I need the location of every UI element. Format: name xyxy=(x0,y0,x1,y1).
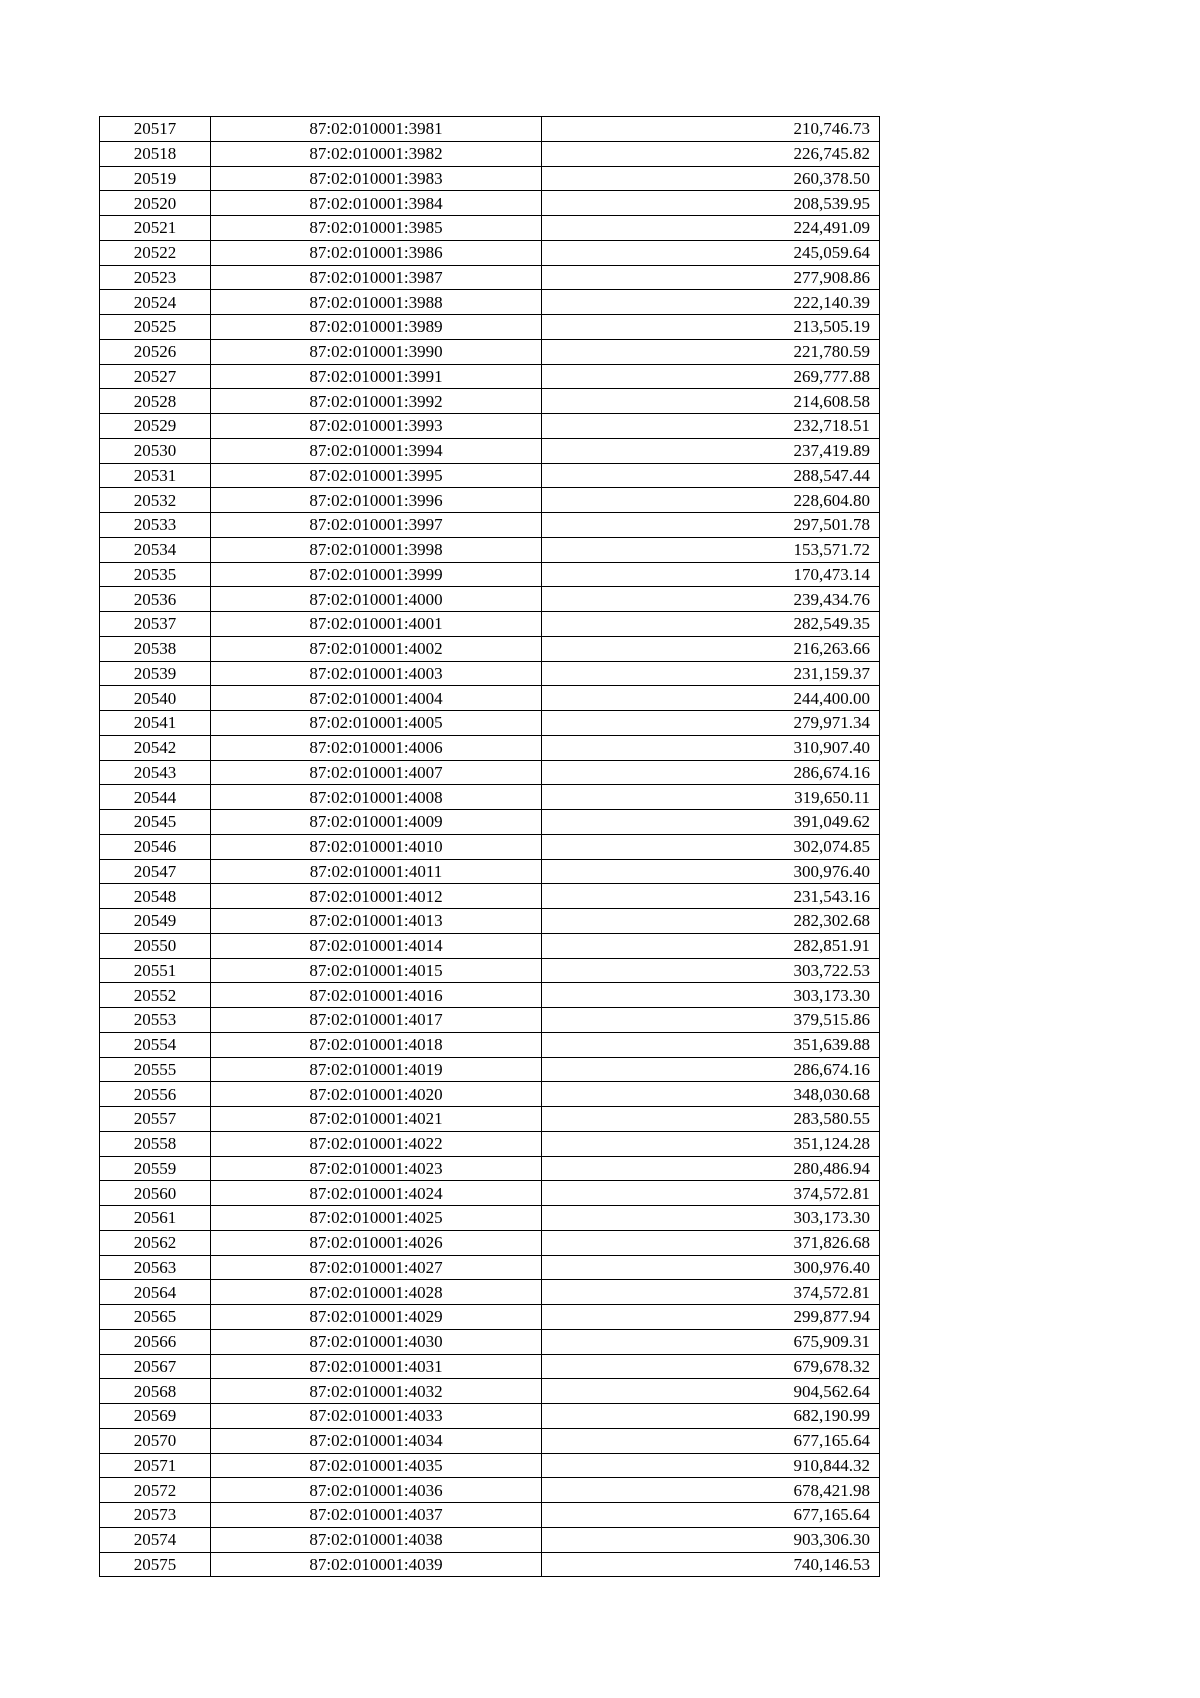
table-row xyxy=(100,760,880,785)
row-number-cell: 20538 xyxy=(100,636,211,661)
cadastral-number-cell: 87:02:010001:3999 xyxy=(211,562,542,587)
cadastral-number-cell: 87:02:010001:4002 xyxy=(211,636,542,661)
row-number-cell: 20548 xyxy=(100,884,211,909)
cadastral-number-cell: 87:02:010001:3984 xyxy=(211,191,542,216)
cadastral-number-cell: 87:02:010001:4003 xyxy=(211,661,542,686)
table-row xyxy=(100,1329,880,1354)
row-number-cell: 20532 xyxy=(100,488,211,513)
row-number-cell: 20520 xyxy=(100,191,211,216)
cadastral-number-cell: 87:02:010001:3987 xyxy=(211,265,542,290)
row-number-cell: 20524 xyxy=(100,290,211,315)
table-row xyxy=(100,1527,880,1552)
value-cell: 210,746.73 xyxy=(542,117,880,142)
row-number-cell: 20575 xyxy=(100,1552,211,1577)
value-cell: 300,976.40 xyxy=(542,859,880,884)
table-row xyxy=(100,1379,880,1404)
value-cell: 391,049.62 xyxy=(542,810,880,835)
value-cell: 299,877.94 xyxy=(542,1305,880,1330)
value-cell: 232,718.51 xyxy=(542,414,880,439)
cadastral-number-cell: 87:02:010001:3986 xyxy=(211,240,542,265)
row-number-cell: 20521 xyxy=(100,216,211,241)
cadastral-number-cell: 87:02:010001:4031 xyxy=(211,1354,542,1379)
row-number-cell: 20545 xyxy=(100,810,211,835)
cadastral-number-cell: 87:02:010001:4010 xyxy=(211,834,542,859)
row-number-cell: 20574 xyxy=(100,1527,211,1552)
cadastral-number-cell: 87:02:010001:4015 xyxy=(211,958,542,983)
value-cell: 679,678.32 xyxy=(542,1354,880,1379)
cadastral-number-cell: 87:02:010001:4039 xyxy=(211,1552,542,1577)
table-row xyxy=(100,1428,880,1453)
row-number-cell: 20572 xyxy=(100,1478,211,1503)
cadastral-number-cell: 87:02:010001:4017 xyxy=(211,1008,542,1033)
value-cell: 286,674.16 xyxy=(542,760,880,785)
row-number-cell: 20527 xyxy=(100,364,211,389)
row-number-cell: 20544 xyxy=(100,785,211,810)
table-row xyxy=(100,636,880,661)
table-row xyxy=(100,1255,880,1280)
cadastral-number-cell: 87:02:010001:3981 xyxy=(211,117,542,142)
value-cell: 682,190.99 xyxy=(542,1404,880,1429)
cadastral-number-cell: 87:02:010001:4033 xyxy=(211,1404,542,1429)
value-cell: 374,572.81 xyxy=(542,1181,880,1206)
table-body xyxy=(100,117,880,1577)
cadastral-number-cell: 87:02:010001:3983 xyxy=(211,166,542,191)
cadastral-number-cell: 87:02:010001:4030 xyxy=(211,1329,542,1354)
row-number-cell: 20528 xyxy=(100,389,211,414)
row-number-cell: 20541 xyxy=(100,711,211,736)
value-cell: 224,491.09 xyxy=(542,216,880,241)
table-row xyxy=(100,562,880,587)
row-number-cell: 20567 xyxy=(100,1354,211,1379)
table-row xyxy=(100,1082,880,1107)
row-number-cell: 20540 xyxy=(100,686,211,711)
row-number-cell: 20547 xyxy=(100,859,211,884)
table-row xyxy=(100,1008,880,1033)
value-cell: 374,572.81 xyxy=(542,1280,880,1305)
table-row xyxy=(100,488,880,513)
value-cell: 170,473.14 xyxy=(542,562,880,587)
cadastral-number-cell: 87:02:010001:3989 xyxy=(211,315,542,340)
cadastral-number-cell: 87:02:010001:4018 xyxy=(211,1032,542,1057)
row-number-cell: 20550 xyxy=(100,933,211,958)
cadastral-number-cell: 87:02:010001:4004 xyxy=(211,686,542,711)
cadastral-number-cell: 87:02:010001:4006 xyxy=(211,735,542,760)
value-cell: 351,639.88 xyxy=(542,1032,880,1057)
cadastral-number-cell: 87:02:010001:4026 xyxy=(211,1230,542,1255)
cadastral-number-cell: 87:02:010001:3985 xyxy=(211,216,542,241)
value-cell: 239,434.76 xyxy=(542,587,880,612)
table-row xyxy=(100,587,880,612)
table-row xyxy=(100,1478,880,1503)
value-cell: 277,908.86 xyxy=(542,265,880,290)
value-cell: 300,976.40 xyxy=(542,1255,880,1280)
table-row xyxy=(100,983,880,1008)
row-number-cell: 20555 xyxy=(100,1057,211,1082)
table-row xyxy=(100,711,880,736)
value-cell: 213,505.19 xyxy=(542,315,880,340)
table-row xyxy=(100,1305,880,1330)
value-cell: 226,745.82 xyxy=(542,141,880,166)
cadastral-number-cell: 87:02:010001:3996 xyxy=(211,488,542,513)
value-cell: 351,124.28 xyxy=(542,1131,880,1156)
cadastral-number-cell: 87:02:010001:3990 xyxy=(211,339,542,364)
cadastral-number-cell: 87:02:010001:4032 xyxy=(211,1379,542,1404)
table-row xyxy=(100,1552,880,1577)
value-cell: 319,650.11 xyxy=(542,785,880,810)
value-cell: 677,165.64 xyxy=(542,1503,880,1528)
table-row xyxy=(100,1181,880,1206)
value-cell: 297,501.78 xyxy=(542,513,880,538)
row-number-cell: 20573 xyxy=(100,1503,211,1528)
row-number-cell: 20556 xyxy=(100,1082,211,1107)
value-cell: 283,580.55 xyxy=(542,1107,880,1132)
table-row xyxy=(100,1230,880,1255)
value-cell: 282,851.91 xyxy=(542,933,880,958)
table-row xyxy=(100,117,880,142)
table-row xyxy=(100,1503,880,1528)
row-number-cell: 20534 xyxy=(100,537,211,562)
cadastral-number-cell: 87:02:010001:4019 xyxy=(211,1057,542,1082)
row-number-cell: 20519 xyxy=(100,166,211,191)
value-cell: 216,263.66 xyxy=(542,636,880,661)
row-number-cell: 20537 xyxy=(100,612,211,637)
value-cell: 279,971.34 xyxy=(542,711,880,736)
table-row xyxy=(100,1057,880,1082)
cadastral-number-cell: 87:02:010001:3995 xyxy=(211,463,542,488)
value-cell: 379,515.86 xyxy=(542,1008,880,1033)
value-cell: 231,543.16 xyxy=(542,884,880,909)
row-number-cell: 20517 xyxy=(100,117,211,142)
table-row xyxy=(100,216,880,241)
table-row xyxy=(100,265,880,290)
value-cell: 904,562.64 xyxy=(542,1379,880,1404)
table-row xyxy=(100,834,880,859)
value-cell: 221,780.59 xyxy=(542,339,880,364)
table-row xyxy=(100,513,880,538)
value-cell: 282,302.68 xyxy=(542,909,880,934)
row-number-cell: 20533 xyxy=(100,513,211,538)
cadastral-number-cell: 87:02:010001:4000 xyxy=(211,587,542,612)
table-row xyxy=(100,686,880,711)
value-cell: 740,146.53 xyxy=(542,1552,880,1577)
table-row xyxy=(100,810,880,835)
row-number-cell: 20522 xyxy=(100,240,211,265)
value-cell: 231,159.37 xyxy=(542,661,880,686)
table-row xyxy=(100,612,880,637)
value-cell: 303,722.53 xyxy=(542,958,880,983)
data-table xyxy=(99,116,880,1577)
table-row xyxy=(100,166,880,191)
cadastral-number-cell: 87:02:010001:3992 xyxy=(211,389,542,414)
row-number-cell: 20525 xyxy=(100,315,211,340)
row-number-cell: 20557 xyxy=(100,1107,211,1132)
value-cell: 303,173.30 xyxy=(542,983,880,1008)
row-number-cell: 20535 xyxy=(100,562,211,587)
value-cell: 286,674.16 xyxy=(542,1057,880,1082)
table-row xyxy=(100,884,880,909)
row-number-cell: 20554 xyxy=(100,1032,211,1057)
cadastral-number-cell: 87:02:010001:3988 xyxy=(211,290,542,315)
row-number-cell: 20568 xyxy=(100,1379,211,1404)
cadastral-number-cell: 87:02:010001:4016 xyxy=(211,983,542,1008)
row-number-cell: 20526 xyxy=(100,339,211,364)
cadastral-number-cell: 87:02:010001:3994 xyxy=(211,438,542,463)
table-row xyxy=(100,141,880,166)
row-number-cell: 20539 xyxy=(100,661,211,686)
cadastral-number-cell: 87:02:010001:4038 xyxy=(211,1527,542,1552)
table-row xyxy=(100,1156,880,1181)
value-cell: 282,549.35 xyxy=(542,612,880,637)
row-number-cell: 20570 xyxy=(100,1428,211,1453)
cadastral-number-cell: 87:02:010001:4020 xyxy=(211,1082,542,1107)
row-number-cell: 20552 xyxy=(100,983,211,1008)
row-number-cell: 20560 xyxy=(100,1181,211,1206)
value-cell: 269,777.88 xyxy=(542,364,880,389)
cadastral-number-cell: 87:02:010001:4023 xyxy=(211,1156,542,1181)
table-row xyxy=(100,909,880,934)
cadastral-number-cell: 87:02:010001:4014 xyxy=(211,933,542,958)
cadastral-number-cell: 87:02:010001:4021 xyxy=(211,1107,542,1132)
table-row xyxy=(100,290,880,315)
table-row xyxy=(100,1280,880,1305)
cadastral-number-cell: 87:02:010001:4024 xyxy=(211,1181,542,1206)
cadastral-number-cell: 87:02:010001:4011 xyxy=(211,859,542,884)
row-number-cell: 20561 xyxy=(100,1206,211,1231)
cadastral-number-cell: 87:02:010001:3993 xyxy=(211,414,542,439)
row-number-cell: 20571 xyxy=(100,1453,211,1478)
cadastral-number-cell: 87:02:010001:4013 xyxy=(211,909,542,934)
value-cell: 237,419.89 xyxy=(542,438,880,463)
value-cell: 371,826.68 xyxy=(542,1230,880,1255)
table-row xyxy=(100,1453,880,1478)
table-row xyxy=(100,859,880,884)
value-cell: 228,604.80 xyxy=(542,488,880,513)
cadastral-number-cell: 87:02:010001:3998 xyxy=(211,537,542,562)
cadastral-number-cell: 87:02:010001:4036 xyxy=(211,1478,542,1503)
cadastral-number-cell: 87:02:010001:3991 xyxy=(211,364,542,389)
value-cell: 288,547.44 xyxy=(542,463,880,488)
cadastral-number-cell: 87:02:010001:4005 xyxy=(211,711,542,736)
row-number-cell: 20559 xyxy=(100,1156,211,1181)
row-number-cell: 20523 xyxy=(100,265,211,290)
row-number-cell: 20546 xyxy=(100,834,211,859)
cadastral-number-cell: 87:02:010001:4008 xyxy=(211,785,542,810)
value-cell: 303,173.30 xyxy=(542,1206,880,1231)
table-row xyxy=(100,1354,880,1379)
cadastral-number-cell: 87:02:010001:4037 xyxy=(211,1503,542,1528)
table-row xyxy=(100,661,880,686)
value-cell: 348,030.68 xyxy=(542,1082,880,1107)
row-number-cell: 20518 xyxy=(100,141,211,166)
row-number-cell: 20569 xyxy=(100,1404,211,1429)
table-row xyxy=(100,364,880,389)
value-cell: 677,165.64 xyxy=(542,1428,880,1453)
cadastral-number-cell: 87:02:010001:4025 xyxy=(211,1206,542,1231)
table-row xyxy=(100,191,880,216)
value-cell: 903,306.30 xyxy=(542,1527,880,1552)
cadastral-number-cell: 87:02:010001:4029 xyxy=(211,1305,542,1330)
table-row xyxy=(100,1131,880,1156)
value-cell: 678,421.98 xyxy=(542,1478,880,1503)
cadastral-number-cell: 87:02:010001:4009 xyxy=(211,810,542,835)
table-row xyxy=(100,958,880,983)
cadastral-number-cell: 87:02:010001:4034 xyxy=(211,1428,542,1453)
table-row xyxy=(100,1404,880,1429)
table-row xyxy=(100,339,880,364)
row-number-cell: 20530 xyxy=(100,438,211,463)
table-row xyxy=(100,1032,880,1057)
value-cell: 222,140.39 xyxy=(542,290,880,315)
cadastral-number-cell: 87:02:010001:3982 xyxy=(211,141,542,166)
row-number-cell: 20529 xyxy=(100,414,211,439)
cadastral-number-cell: 87:02:010001:4022 xyxy=(211,1131,542,1156)
table-row xyxy=(100,414,880,439)
value-cell: 153,571.72 xyxy=(542,537,880,562)
row-number-cell: 20558 xyxy=(100,1131,211,1156)
cadastral-number-cell: 87:02:010001:4035 xyxy=(211,1453,542,1478)
table-row xyxy=(100,735,880,760)
row-number-cell: 20551 xyxy=(100,958,211,983)
cadastral-number-cell: 87:02:010001:4001 xyxy=(211,612,542,637)
row-number-cell: 20536 xyxy=(100,587,211,612)
row-number-cell: 20565 xyxy=(100,1305,211,1330)
table-row xyxy=(100,537,880,562)
table-row xyxy=(100,240,880,265)
table-row xyxy=(100,315,880,340)
cadastral-number-cell: 87:02:010001:3997 xyxy=(211,513,542,538)
table-row xyxy=(100,785,880,810)
value-cell: 260,378.50 xyxy=(542,166,880,191)
row-number-cell: 20531 xyxy=(100,463,211,488)
row-number-cell: 20564 xyxy=(100,1280,211,1305)
value-cell: 280,486.94 xyxy=(542,1156,880,1181)
row-number-cell: 20562 xyxy=(100,1230,211,1255)
value-cell: 302,074.85 xyxy=(542,834,880,859)
value-cell: 245,059.64 xyxy=(542,240,880,265)
value-cell: 214,608.58 xyxy=(542,389,880,414)
row-number-cell: 20566 xyxy=(100,1329,211,1354)
value-cell: 310,907.40 xyxy=(542,735,880,760)
row-number-cell: 20563 xyxy=(100,1255,211,1280)
cadastral-number-cell: 87:02:010001:4007 xyxy=(211,760,542,785)
value-cell: 910,844.32 xyxy=(542,1453,880,1478)
value-cell: 675,909.31 xyxy=(542,1329,880,1354)
cadastral-number-cell: 87:02:010001:4028 xyxy=(211,1280,542,1305)
row-number-cell: 20553 xyxy=(100,1008,211,1033)
table-row xyxy=(100,438,880,463)
value-cell: 244,400.00 xyxy=(542,686,880,711)
table-row xyxy=(100,1107,880,1132)
row-number-cell: 20543 xyxy=(100,760,211,785)
table-row xyxy=(100,1206,880,1231)
row-number-cell: 20549 xyxy=(100,909,211,934)
value-cell: 208,539.95 xyxy=(542,191,880,216)
table-row xyxy=(100,463,880,488)
table-row xyxy=(100,933,880,958)
cadastral-number-cell: 87:02:010001:4012 xyxy=(211,884,542,909)
table-row xyxy=(100,389,880,414)
cadastral-number-cell: 87:02:010001:4027 xyxy=(211,1255,542,1280)
row-number-cell: 20542 xyxy=(100,735,211,760)
